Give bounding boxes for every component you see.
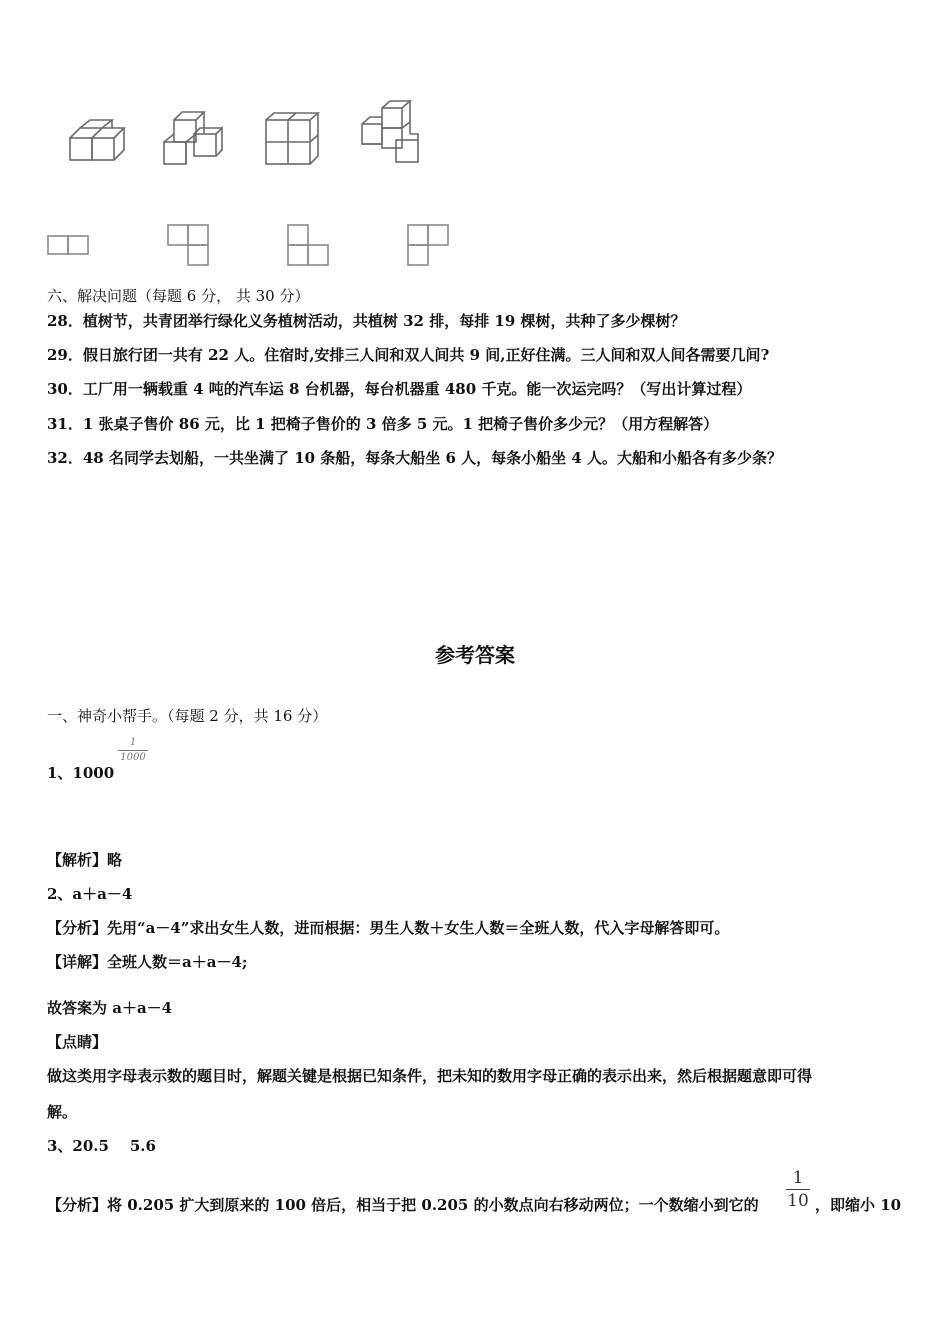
answer-1-analysis: 【解析】略 bbox=[47, 851, 123, 869]
answer-2-tip-label: 【点睛】 bbox=[47, 1033, 108, 1051]
answer-3-analysis: 【分析】将 0.205 扩大到原来的 100 倍后，相当于把 0.205 的小数点向右移动两位；一个数缩小到它的 bbox=[47, 1196, 759, 1214]
fraction-denominator: 10 bbox=[787, 1191, 809, 1211]
answer-2-tip-line-2: 解。 bbox=[47, 1103, 78, 1121]
answers-title: 参考答案 bbox=[435, 643, 515, 667]
question-30: 30．工厂用一辆载重 4 吨的汽车运 8 台机器，每台机器重 480 千克。能一次运完吗？（写出计算过程） bbox=[47, 380, 752, 398]
fraction-denominator: 1000 bbox=[120, 752, 146, 763]
question-32: 32．48 名同学去划船，一共坐满了 10 条船，每条大船坐 6 人，每条小船坐 4 人。大船和小船各有多少条？ bbox=[47, 449, 783, 467]
answers-section-1-heading: 一、神奇小帮手。（每题 2 分，共 16 分） bbox=[47, 707, 328, 725]
cube-figure-3 bbox=[262, 110, 322, 168]
plane-view-1 bbox=[46, 232, 92, 258]
answer-1: 1、1000 bbox=[47, 764, 115, 782]
plane-view-2 bbox=[164, 222, 214, 270]
plane-view-4 bbox=[404, 222, 454, 270]
answer-2-conclusion: 故答案为 a＋a－4 bbox=[47, 999, 173, 1017]
answer-2-detail: 【详解】全班人数＝a＋a－4; bbox=[47, 953, 248, 971]
cube-figure-4 bbox=[356, 98, 426, 166]
cube-figure-2 bbox=[160, 106, 226, 168]
plane-view-3 bbox=[284, 222, 334, 270]
answer-3-analysis-tail: ，即缩小 10 bbox=[815, 1196, 902, 1214]
answer-2-tip-line-1: 做这类用字母表示数的题目时，解题关键是根据已知条件，把未知的数用字母正确的表示出来，然后根据题意即可得 bbox=[47, 1067, 813, 1085]
section-6-heading: 六、解决问题（每题 6 分， 共 30 分） bbox=[47, 287, 310, 305]
answer-2-analysis: 【分析】先用“a－4”求出女生人数，进而根据：男生人数＋女生人数＝全班人数，代入字母解答即可。 bbox=[47, 919, 730, 937]
fraction-numerator: 1 bbox=[792, 1168, 804, 1188]
answer-3: 3、20.5 5.6 bbox=[47, 1137, 156, 1155]
question-29: 29．假日旅行团一共有 22 人。住宿时,安排三人间和双人间共 9 间,正好住满。三人间和双人间各需要几间? bbox=[47, 346, 770, 364]
fraction-numerator: 1 bbox=[129, 737, 137, 748]
answer-2: 2、a＋a－4 bbox=[47, 885, 133, 903]
answer-1-fraction bbox=[118, 737, 148, 764]
answer-3-fraction bbox=[786, 1169, 810, 1210]
question-28: 28．植树节，共青团举行绿化义务植树活动，共植树 32 排，每排 19 棵树，共种了多少棵树？ bbox=[47, 312, 686, 330]
question-31: 31．1 张桌子售价 86 元，比 1 把椅子售价的 3 倍多 5 元。1 把椅子售价多少元？（用方程解答） bbox=[47, 415, 719, 433]
cube-figure-1 bbox=[66, 118, 126, 166]
